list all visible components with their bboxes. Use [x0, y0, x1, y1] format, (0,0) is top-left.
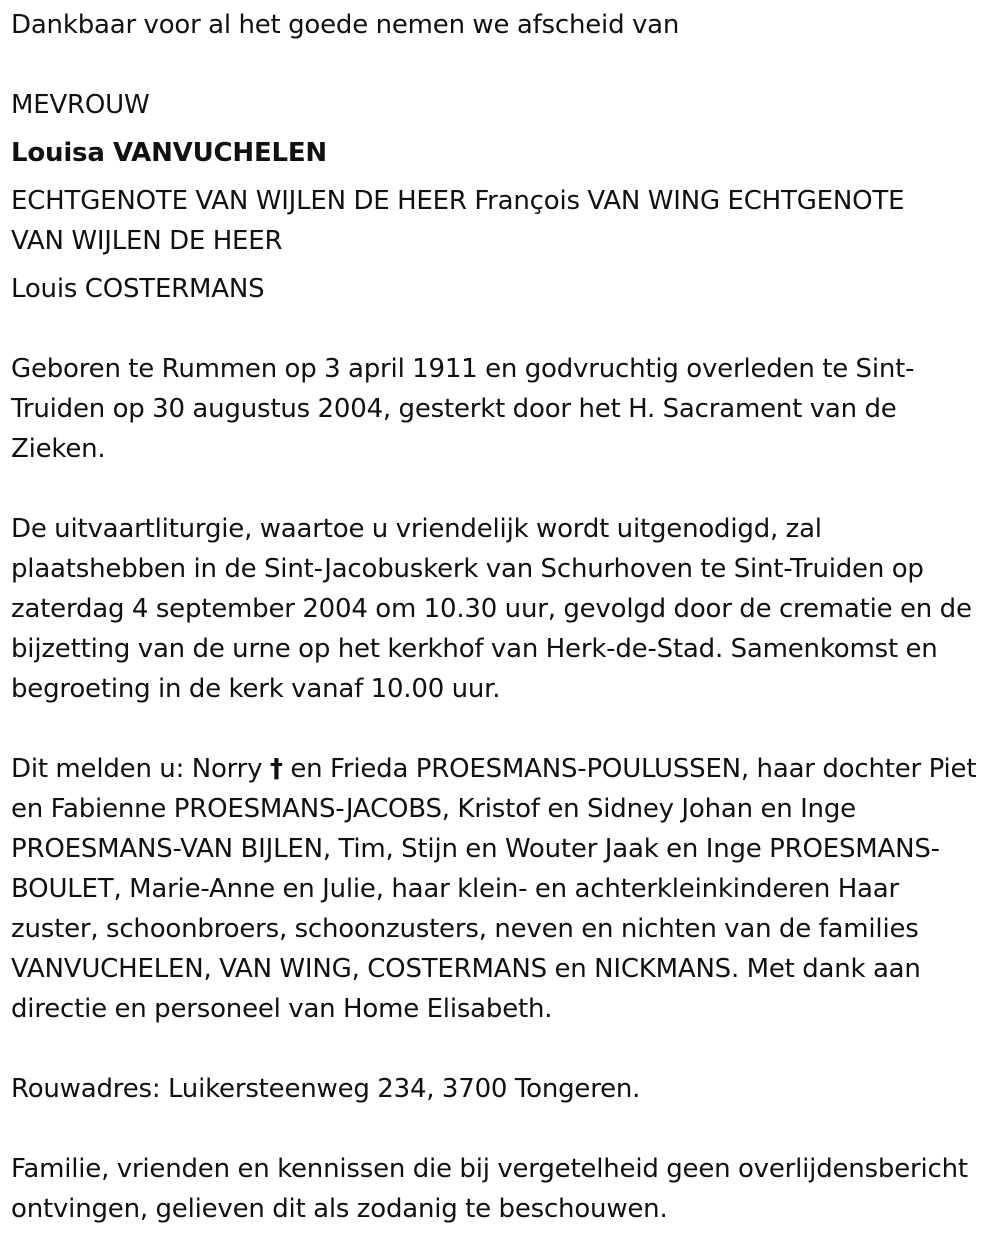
- deceased-name: Louisa VANVUCHELEN: [11, 138, 327, 168]
- closing-paragraph: Familie, vrienden en kennissen die bij vergetelheid geen overlijdensbericht ontvingen, gelieven dit als zodanig te beschouwen.: [11, 1154, 968, 1224]
- spouse-line-2: VAN WIJLEN DE HEER: [11, 226, 283, 256]
- honorific: MEVROUW: [11, 90, 150, 120]
- funeral-paragraph: De uitvaartliturgie, waartoe u vriendelijk wordt uitgenodigd, zal plaatshebben in de Sint-Jacobuskerk van Schurhoven te Sint-Truiden op zaterdag 4 september 2004 om 10.30 uur, gevolgd door de crematie en de bijzetting van de urne op het kerkhof van Herk-de-Stad. Samenkomst en begroeting in de kerk vanaf 10.00 uur.: [11, 514, 972, 704]
- spouse-line-3: Louis COSTERMANS: [11, 274, 265, 304]
- cross-icon: †: [269, 754, 283, 784]
- family-paragraph: [11, 749, 986, 1029]
- birth-death-paragraph: Geboren te Rummen op 3 april 1911 en godvruchtig overleden te Sint-Truiden op 30 augustus 2004, gesterkt door het H. Sacrament van de Zieken.: [11, 354, 915, 464]
- intro-line: Dankbaar voor al het goede nemen we afscheid van: [11, 10, 680, 40]
- spouse-line-1: ECHTGENOTE VAN WIJLEN DE HEER François VAN WING ECHTGENOTE: [11, 186, 905, 216]
- obituary-notice: [11, 5, 986, 1229]
- family-list: en Frieda PROESMANS-POULUSSEN, haar dochter Piet en Fabienne PROESMANS-JACOBS, Kristof en Sidney Johan en Inge PROESMANS-VAN BIJLEN, Tim, Stijn en Wouter Jaak en Inge PROESMANS-BOULET, Marie-Anne en Julie, haar klein- en achterkleinkinderen Haar zuster, schoonbroers, schoonzusters, neven en nichten van de families VANVUCHELEN, VAN WING, COSTERMANS en NICKMANS. Met dank aan directie en personeel van Home Elisabeth.: [11, 754, 977, 1024]
- spouse-info: [11, 181, 986, 309]
- family-intro: Dit melden u: Norry: [11, 754, 263, 784]
- mourning-address: Rouwadres: Luikersteenweg 234, 3700 Tongeren.: [11, 1074, 641, 1104]
